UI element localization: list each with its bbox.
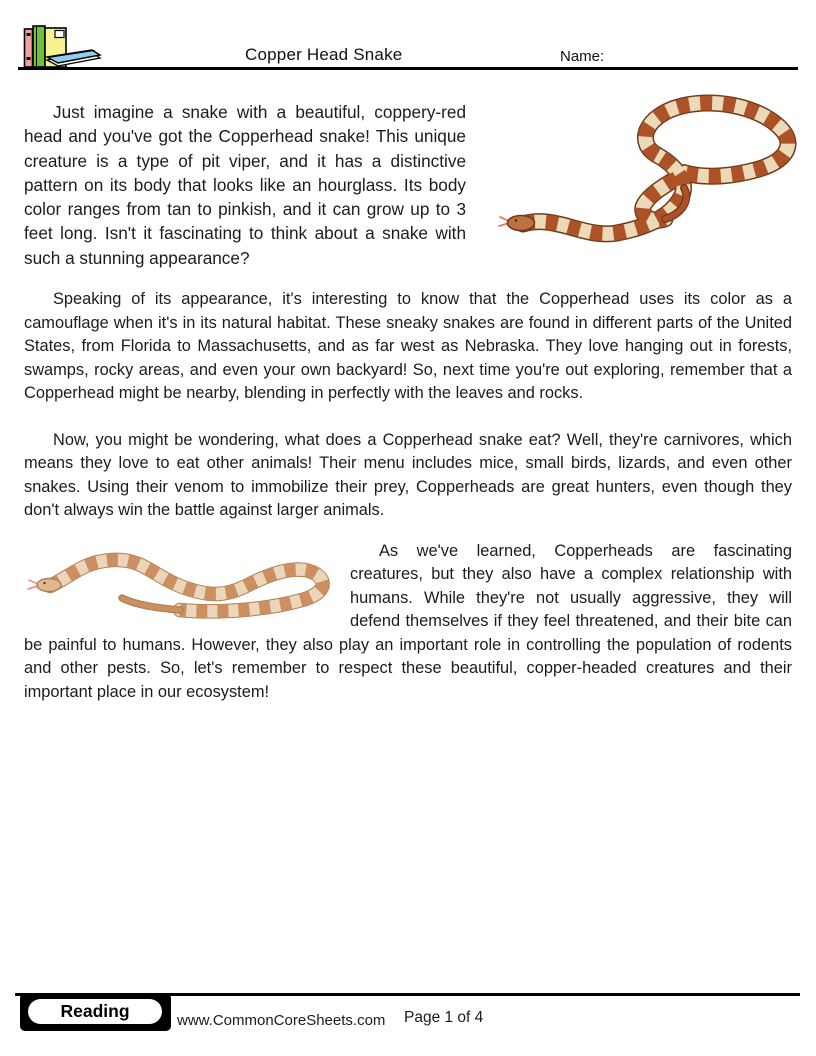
paragraph-3: Now, you might be wondering, what does a Copperhead snake eat? Well, they're carnivores, which means they love to eat other animals! Their menu includes mice, small birds, lizards, and even other snakes. Using their venom to immobilize their prey, Copperheads are great hunters, even though they don't always win the battle against larger animals.	[24, 430, 792, 520]
page-title: Copper Head Snake	[245, 45, 403, 64]
website-text: www.CommonCoreSheets.com	[177, 1012, 386, 1029]
copperhead-photo-bottom	[24, 542, 330, 630]
paragraph-4: As we've learned, Copperheads are fascinating creatures, but they also have a complex relationship with humans. While they're not usually aggressive, they will defend themselves if they feel threatened, and their bite can be painful to humans. However, they also play an important role in controlling the population of rodents and other pests. So, let's remember to respect these beautiful, copper-headed creatures and their important place in our ecosystem!	[24, 541, 792, 701]
header-divider	[18, 67, 798, 70]
name-label: Name:	[560, 48, 605, 65]
paragraph-2: Speaking of its appearance, it's interesting to know that the Copperhead uses its color as a camouflage when it's in its natural habitat. These sneaky snakes are found in different parts of the United States, from Florida to Massachusetts, and as far west as Nebraska. They love hanging out in forests, swamps, rocky areas, and even your own backyard! So, next time you're out exploring, remember that a Copperhead might be nearby, blending in perfectly with the leaves and rocks.	[24, 290, 792, 403]
page-indicator: Page 1 of 4	[404, 1009, 484, 1026]
books-logo-icon	[22, 24, 102, 68]
reading-passage	[24, 100, 792, 704]
copperhead-photo-top	[496, 93, 798, 255]
paragraph-4-block	[24, 540, 792, 705]
paragraph-1: Just imagine a snake with a beautiful, coppery-red head and you've got the Copperhead snake! This unique creature is a type of pit viper, and it has a distinctive pattern on its body that looks like an hourglass. Its body color ranges from tan to pinkish, and it can grow up to 3 feet long. Isn't it fascinating to think about a snake with such a stunning appearance?	[24, 102, 466, 268]
subject-badge-label: Reading	[28, 999, 162, 1024]
subject-badge	[20, 993, 171, 1031]
